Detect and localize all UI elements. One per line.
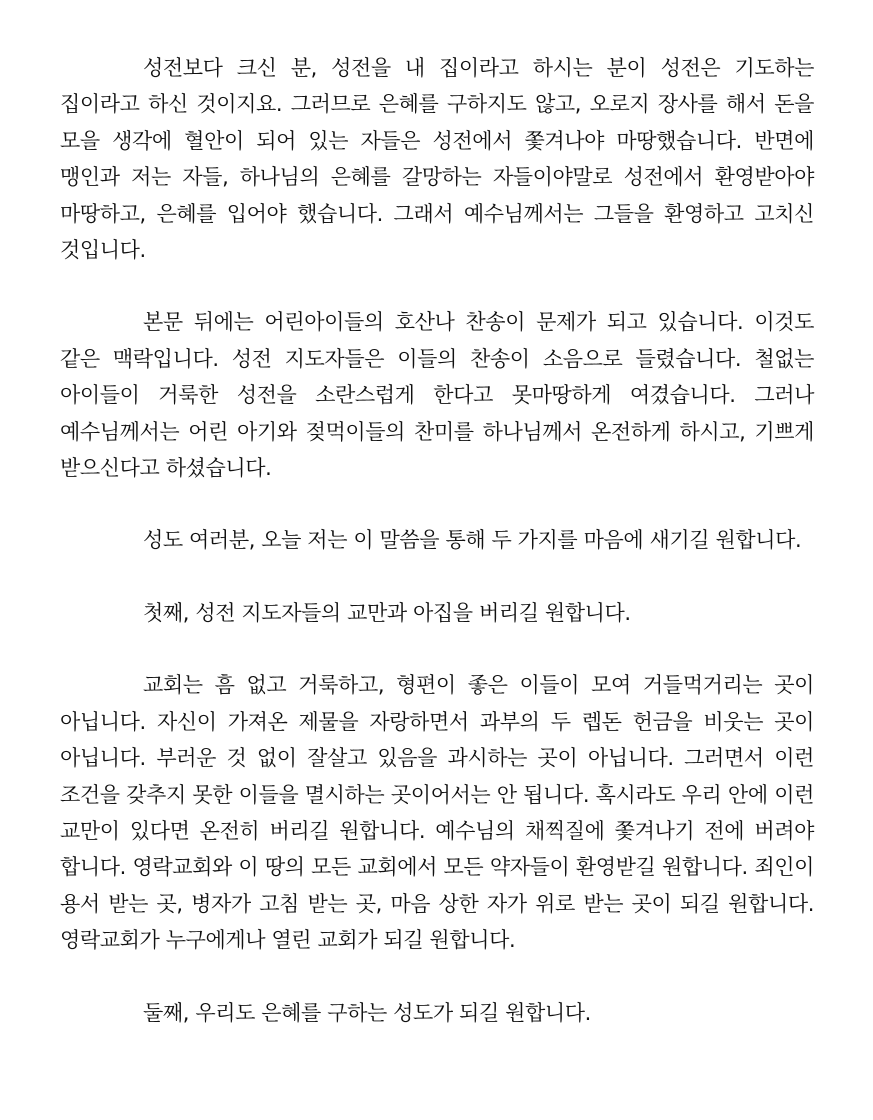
paragraph-children-hosanna: 본문 뒤에는 어린아이들의 호산나 찬송이 문제가 되고 있습니다. 이것도 같은 맥락입니다. 성전 지도자들은 이들의 찬송이 소음으로 들렸습니다. 철없는 아이들이 거룩한 성전을 소란스럽게 한다고 못마땅하게 여겼습니다. 그러나 예수님께서는 어린 아기와 젖먹이들의 찬미를 하나님께서 온전하게 하시고, 기쁘게 받으신다고 하셨습니다.: [60, 310, 814, 481]
paragraph-first-point: 첫째, 성전 지도자들의 교만과 아집을 버리길 원합니다.: [143, 600, 631, 625]
paragraph-two-things: 성도 여러분, 오늘 저는 이 말씀을 통해 두 가지를 마음에 새기길 원합니다.: [143, 528, 802, 553]
sermon-text-body: [60, 50, 814, 1067]
paragraph-temple-house-of-prayer: 성전보다 크신 분, 성전을 내 집이라고 하시는 분이 성전은 기도하는 집이라고 하신 것이지요. 그러므로 은혜를 구하지도 않고, 오로지 장사를 해서 돈을 모을 생각에 혈안이 되어 있는 자들은 성전에서 쫓겨나야 마땅했습니다. 반면에 맹인과 저는 자들, 하나님의 은혜를 갈망하는 자들이야말로 성전에서 환영받아야 마땅하고, 은혜를 입어야 했습니다. 그래서 예수님께서는 그들을 환영하고 고치신 것입니다.: [60, 56, 814, 263]
paragraph-church-not-for-pride: 교회는 흠 없고 거룩하고, 형편이 좋은 이들이 모여 거들먹거리는 곳이 아닙니다. 자신이 가져온 제물을 자랑하면서 과부의 두 렙돈 헌금을 비웃는 곳이 아닙니다. 부러운 것 없이 잘살고 있음을 과시하는 곳이 아닙니다. 그러면서 이런 조건을 갖추지 못한 이들을 멸시하는 곳이어서는 안 됩니다. 혹시라도 우리 안에 이런 교만이 있다면 온전히 버리길 원합니다. 예수님의 채찍질에 쫓겨나기 전에 버려야 합니다. 영락교회와 이 땅의 모든 교회에서 모든 약자들이 환영받길 원합니다. 죄인이 용서 받는 곳, 병자가 고침 받는 곳, 마음 상한 자가 위로 받는 곳이 되길 원합니다. 영락교회가 누구에게나 열린 교회가 되길 원합니다.: [60, 673, 814, 953]
paragraph-second-point: 둘째, 우리도 은혜를 구하는 성도가 되길 원합니다.: [143, 1000, 591, 1025]
